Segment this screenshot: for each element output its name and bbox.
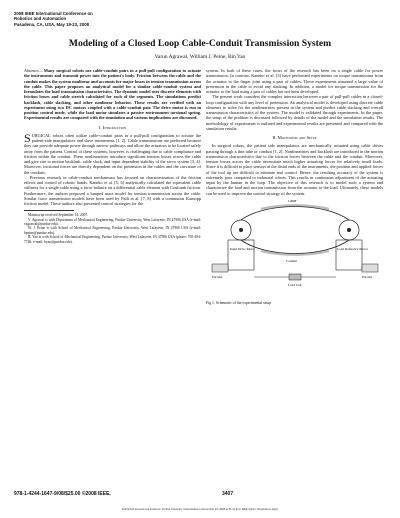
- right-column: [206, 68, 383, 306]
- footnote-author-2: W. J. Peine is with School of Mechanical Engineering, Purdue University, West Lafayette, IN 47906 USA (e-mail: bpeine@purdue.edu).: [24, 226, 201, 235]
- load-motor-box: [336, 240, 362, 270]
- input-motor-box: [228, 240, 254, 270]
- left-column: [24, 68, 201, 244]
- section-heading-motivation: II. Motivation and Setup: [272, 135, 317, 140]
- footnote-received: Manuscript received September 14, 2007.: [28, 213, 89, 218]
- drop-cap: S: [24, 130, 31, 145]
- footnote-rule: [24, 210, 74, 211]
- footer-isbn: 978-1-4244-1647-9/08/$25.00 ©2008 IEEE.: [14, 491, 111, 497]
- footer-page-number: 3407: [222, 491, 234, 497]
- intro-paragraph-2: Previous research in cable-conduit mechanisms has focused on characterization of the friction effects and control of robotic hands. Kaneko et al. [5, 6] analytically calculated the equivalent cable stiffness for a single cable using a force balance on a differential cable element with Coulomb friction. Furthermore, the authors proposed a lumped mass model for tension transmission across the cable. Similar force transmission models have been used by Palli et al. [7, 8] with a continuous Karnopp friction model. These authors also presented control strategies for the: [24, 174, 201, 206]
- license-notice: Authorized licensed use limited to: Purdue University. Downloaded on December 24, 2008 at 01:41 from IEEE Xplore. Restrictions apply.: [121, 508, 279, 511]
- conference-line-1: 2008 IEEE International Conference on: [14, 11, 93, 16]
- label-encoder-right: Encoder: [362, 274, 373, 279]
- conference-info: [14, 11, 93, 27]
- footnote-author-3: B. Yao is with School of Mechanical Engineering, Purdue University, West Lafayette, IN 47906 USA (phone: 765-494-7746; e-mail: byao@purdue.edu).: [24, 235, 201, 244]
- intro-paragraph-1: [24, 130, 201, 175]
- label-load-cell: Load Cell: [288, 282, 302, 287]
- conference-line-3: Pasadena, CA, USA, May 19-23, 2008: [14, 21, 89, 27]
- footnotes: [24, 210, 201, 244]
- load-pulley-hub: [347, 228, 351, 232]
- right-paragraph-3: In surgical robots, the patient side manipulators are mechanically actuated using cable drives passing through a thin tube or conduit [1, 2]. Nonlinearities and backlash are introduced in the motion transmission characteristics due to the friction forces between the cable and the conduit. Moreover, tension losses across the cable necessitate much higher actuating forces for relatively small loads. Since it is difficult to place sensors at the distal ends of the instruments, the position and applied forces of the tool tip are difficult to estimate and control. Hence, the resulting accuracy of the system is extremely poor compared to industrial robots. This results in continuous adjustment of the actuating input by the human in the loop. The objective of this research is to model such a system and characterize the load and motion transmission from the actuator to the load. Ultimately, these models can be used to improve the control strategy of the system.: [206, 143, 383, 196]
- abstract: [24, 68, 201, 121]
- label-encoder-left: Encoder: [212, 274, 223, 279]
- label-conduit: Conduit: [286, 258, 297, 263]
- encoder-right-box: [362, 264, 378, 272]
- label-cable: Cable: [288, 199, 297, 203]
- section-heading-introduction: I. Introduction: [98, 124, 127, 130]
- cable-lower: [241, 240, 349, 254]
- encoder-left-box: [212, 264, 228, 272]
- paper-title: Modeling of a Closed Loop Cable-Conduit Transmission System: [68, 38, 332, 49]
- label-load-motor: Load Reference Motor: [337, 246, 368, 251]
- abstract-label: Abstract—: [24, 68, 43, 73]
- figure-experimental-setup: [206, 200, 383, 300]
- right-paragraph-2: The present work considers the complex interaction between a pair of pull-pull cables in a closed-loop configuration with any level of pretension. An analytical model is developed using discrete cable elements to solve for the nonlinearities present in the system and predict cable slacking and overall transmission characteristics of the system. The model is validated through experiments. In the paper, the setup of the problem is discussed followed by details of the model and the simulation results. The methodology of experiments is outlined and experimental results are presented and compared with the simulation results.: [206, 94, 383, 131]
- label-input-motor: Input Drive Motor: [230, 246, 256, 251]
- figure-caption: Fig 1: Schematic of the experimental setup: [206, 300, 272, 305]
- intro-paragraph-1-text: URGICAL robots often utilize cable-conduit pairs in a pull-pull configuration to actuate the patient-side manipulators and slave instruments [1, 2]. Cable transmissions are preferred because they can provide adequate power through narrow pathways and allow the actuators to be located safely away from the patient. Control of these systems, however, is challenging due to cable compliance and friction within the conduit. These nonlinearities introduce significant tension losses across the cable and give rise to motion backlash, cable slack, and input dependent stability of the servo system [3, 4]. Moreover, frictional forces are directly dependent on the pretension in the cables and the curvature of the conduits.: [24, 132, 201, 175]
- input-pulley-hub: [239, 228, 243, 232]
- right-paragraph-1: system. In both of these cases, the focus of the research has been on a single cable for power transmission. In contrast, Kaneko et al. [3] have performed experiments on torque transmission from the actuator to the finger joint using a pair of cables. These experiments assumed a large value of pretension in the cable to avoid any slacking. In addition, a model for torque transmission for the actuator to the load using a pair of cables has not been developed.: [206, 68, 383, 94]
- conference-line-2: Robotics and Automation: [14, 16, 67, 22]
- load-cell-box: [289, 274, 301, 280]
- footnote-author-1: V. Agrawal is with Department of Mechanical Engineering, Purdue University, West Lafayette, IN 47906 USA (e-mail: vagrawal@purdue.edu).: [24, 217, 201, 227]
- abstract-text: Many surgical robots use cable-conduit pairs in a pull-pull configuration to actuate the instruments and transmit power into the patient's body. Friction between the cable and the conduit makes the system nonlinear and accounts for major losses in tension transmission across the cable. This paper proposes an analytical model for a similar cable-conduit system and formulates the load transmission characteristics. The dynamic model uses discrete elements with friction losses and cable stretch calculated for each of the segments. The simulations predict backlash, cable slacking, and other nonlinear behavior. These results are verified with an experiment using two DC motors coupled with a cable-conduit pair. The drive motor is run in position control mode, while the load motor simulates a passive environment torsional spring. Experimental results are compared with the simulation and various implications are discussed.: [24, 68, 201, 121]
- paper-authors: Varun Agrawal, William J. Peine, Bin Yao: [154, 54, 246, 60]
- setup-schematic: [206, 200, 383, 292]
- cable-upper: [241, 206, 349, 220]
